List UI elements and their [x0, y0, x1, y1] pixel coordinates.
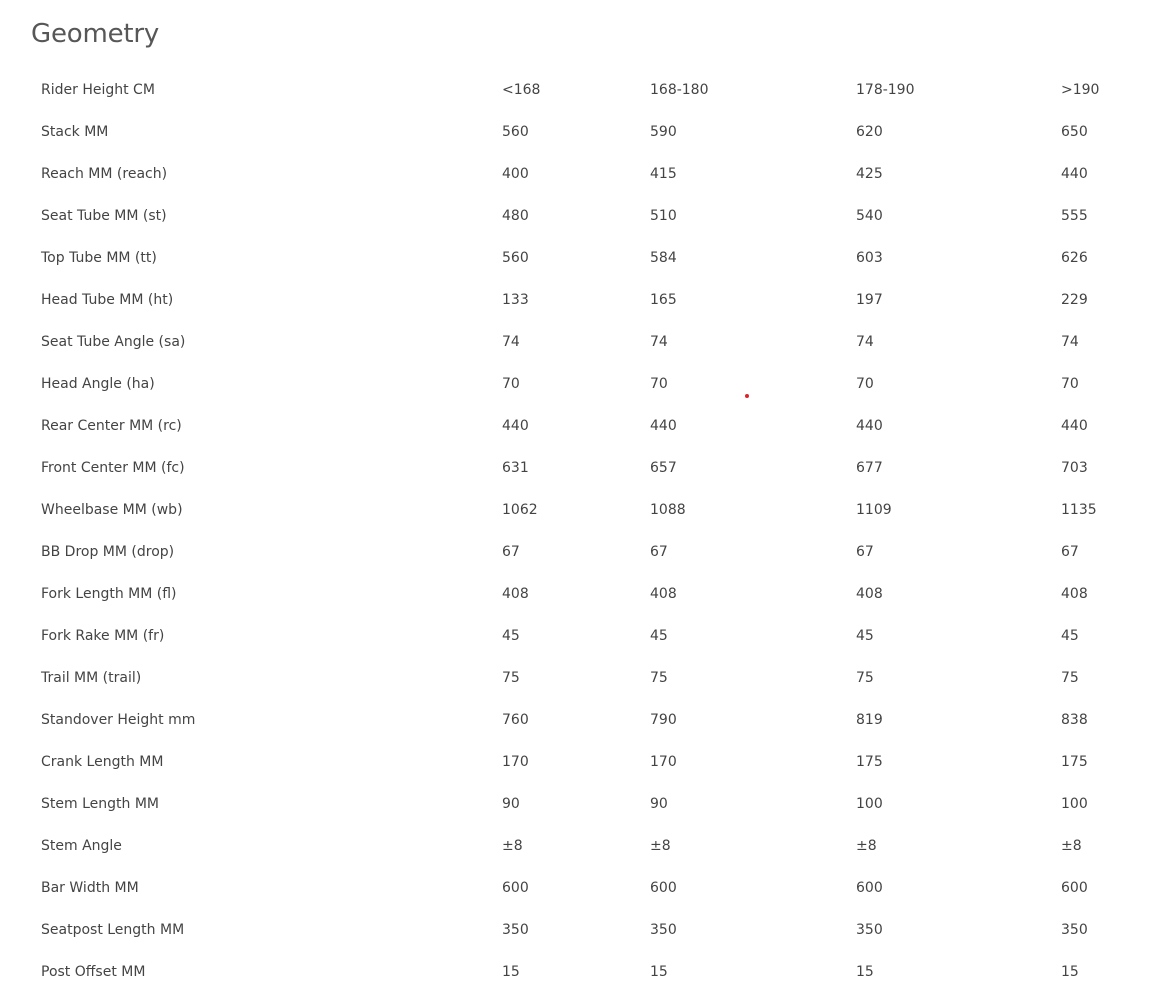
row-label: Reach MM (reach)	[41, 166, 168, 182]
table-cell-size-1: ±8	[502, 838, 523, 854]
marker-dot	[745, 394, 749, 398]
table-cell-size-3: 620	[856, 124, 883, 140]
table-cell-size-1: 90	[502, 796, 520, 812]
table-cell-size-3: 600	[856, 880, 883, 896]
row-label: Head Angle (ha)	[41, 376, 155, 392]
table-cell-size-1: 15	[502, 964, 520, 980]
table-cell-size-4: 1135	[1061, 502, 1097, 518]
table-cell-size-2: 70	[650, 376, 668, 392]
table-cell-size-2: ±8	[650, 838, 671, 854]
table-cell-size-4: 45	[1061, 628, 1079, 644]
table-cell-size-2: 90	[650, 796, 668, 812]
table-row	[0, 321, 1150, 363]
table-row	[0, 69, 1150, 111]
table-cell-size-4: 15	[1061, 964, 1079, 980]
table-cell-size-3: 677	[856, 460, 883, 476]
table-cell-size-3: 425	[856, 166, 883, 182]
table-cell-size-1: 560	[502, 250, 529, 266]
table-row	[0, 909, 1150, 951]
table-cell-size-3: 819	[856, 712, 883, 728]
table-cell-size-2: 75	[650, 670, 668, 686]
row-label: Head Tube MM (ht)	[41, 292, 174, 308]
table-cell-size-1: 170	[502, 754, 529, 770]
row-label: Top Tube MM (tt)	[41, 250, 157, 266]
row-label: Stem Length MM	[41, 796, 159, 812]
table-cell-size-1: 74	[502, 334, 520, 350]
table-cell-size-4: 440	[1061, 166, 1088, 182]
table-cell-size-3: 540	[856, 208, 883, 224]
table-cell-size-2: 168-180	[650, 82, 709, 98]
table-cell-size-1: 560	[502, 124, 529, 140]
row-label: Trail MM (trail)	[41, 670, 142, 686]
table-cell-size-2: 350	[650, 922, 677, 938]
row-label: Post Offset MM	[41, 964, 146, 980]
row-label: Seat Tube MM (st)	[41, 208, 167, 224]
table-cell-size-4: 838	[1061, 712, 1088, 728]
table-cell-size-2: 415	[650, 166, 677, 182]
table-row	[0, 615, 1150, 657]
table-cell-size-1: <168	[502, 82, 541, 98]
table-cell-size-3: 100	[856, 796, 883, 812]
table-cell-size-2: 790	[650, 712, 677, 728]
table-cell-size-2: 440	[650, 418, 677, 434]
row-label: Stack MM	[41, 124, 109, 140]
table-row	[0, 489, 1150, 531]
table-cell-size-2: 45	[650, 628, 668, 644]
table-cell-size-1: 631	[502, 460, 529, 476]
table-cell-size-4: 75	[1061, 670, 1079, 686]
table-cell-size-1: 133	[502, 292, 529, 308]
table-cell-size-4: 600	[1061, 880, 1088, 896]
table-cell-size-1: 480	[502, 208, 529, 224]
table-cell-size-3: 70	[856, 376, 874, 392]
table-cell-size-1: 600	[502, 880, 529, 896]
section-title: Geometry	[31, 19, 160, 49]
table-cell-size-3: 175	[856, 754, 883, 770]
row-label: Rear Center MM (rc)	[41, 418, 182, 434]
table-cell-size-4: >190	[1061, 82, 1100, 98]
table-cell-size-3: 350	[856, 922, 883, 938]
table-cell-size-4: 650	[1061, 124, 1088, 140]
table-cell-size-3: 45	[856, 628, 874, 644]
row-label: Fork Rake MM (fr)	[41, 628, 165, 644]
table-cell-size-3: 178-190	[856, 82, 915, 98]
table-row	[0, 195, 1150, 237]
table-cell-size-4: 626	[1061, 250, 1088, 266]
table-cell-size-3: 408	[856, 586, 883, 602]
table-cell-size-4: 555	[1061, 208, 1088, 224]
table-cell-size-2: 67	[650, 544, 668, 560]
table-cell-size-2: 600	[650, 880, 677, 896]
table-cell-size-3: 197	[856, 292, 883, 308]
table-cell-size-1: 70	[502, 376, 520, 392]
table-cell-size-4: 67	[1061, 544, 1079, 560]
table-cell-size-3: 67	[856, 544, 874, 560]
table-row	[0, 951, 1150, 993]
table-cell-size-1: 75	[502, 670, 520, 686]
table-cell-size-1: 400	[502, 166, 529, 182]
table-cell-size-2: 165	[650, 292, 677, 308]
table-cell-size-3: 15	[856, 964, 874, 980]
table-cell-size-2: 510	[650, 208, 677, 224]
table-cell-size-4: 229	[1061, 292, 1088, 308]
table-cell-size-2: 584	[650, 250, 677, 266]
table-row	[0, 531, 1150, 573]
table-cell-size-1: 67	[502, 544, 520, 560]
table-cell-size-4: ±8	[1061, 838, 1082, 854]
table-cell-size-4: 74	[1061, 334, 1079, 350]
table-cell-size-4: 440	[1061, 418, 1088, 434]
table-row	[0, 867, 1150, 909]
table-row	[0, 111, 1150, 153]
table-row	[0, 363, 1150, 405]
table-cell-size-2: 170	[650, 754, 677, 770]
table-row	[0, 279, 1150, 321]
row-label: BB Drop MM (drop)	[41, 544, 175, 560]
table-cell-size-4: 70	[1061, 376, 1079, 392]
row-label: Standover Height mm	[41, 712, 196, 728]
table-cell-size-3: 74	[856, 334, 874, 350]
row-label: Wheelbase MM (wb)	[41, 502, 183, 518]
table-cell-size-4: 175	[1061, 754, 1088, 770]
row-label: Seat Tube Angle (sa)	[41, 334, 186, 350]
table-cell-size-2: 74	[650, 334, 668, 350]
table-row	[0, 237, 1150, 279]
table-cell-size-3: 1109	[856, 502, 892, 518]
table-row	[0, 405, 1150, 447]
table-cell-size-1: 408	[502, 586, 529, 602]
row-label: Front Center MM (fc)	[41, 460, 185, 476]
table-row	[0, 741, 1150, 783]
row-label: Rider Height CM	[41, 82, 155, 98]
row-label: Crank Length MM	[41, 754, 164, 770]
table-cell-size-1: 350	[502, 922, 529, 938]
table-cell-size-4: 350	[1061, 922, 1088, 938]
row-label: Stem Angle	[41, 838, 122, 854]
table-cell-size-1: 440	[502, 418, 529, 434]
geometry-table-body	[0, 69, 1150, 993]
table-cell-size-2: 15	[650, 964, 668, 980]
table-cell-size-2: 590	[650, 124, 677, 140]
row-label: Bar Width MM	[41, 880, 139, 896]
table-cell-size-3: ±8	[856, 838, 877, 854]
table-row	[0, 783, 1150, 825]
table-cell-size-4: 408	[1061, 586, 1088, 602]
table-row	[0, 699, 1150, 741]
table-cell-size-3: 603	[856, 250, 883, 266]
row-label: Seatpost Length MM	[41, 922, 185, 938]
row-label: Fork Length MM (fl)	[41, 586, 177, 602]
table-row	[0, 447, 1150, 489]
table-row	[0, 657, 1150, 699]
table-cell-size-4: 100	[1061, 796, 1088, 812]
table-cell-size-2: 1088	[650, 502, 686, 518]
table-row	[0, 573, 1150, 615]
table-cell-size-3: 440	[856, 418, 883, 434]
table-row	[0, 153, 1150, 195]
table-cell-size-1: 760	[502, 712, 529, 728]
geometry-table	[0, 69, 1150, 993]
table-cell-size-4: 703	[1061, 460, 1088, 476]
table-cell-size-1: 1062	[502, 502, 538, 518]
table-cell-size-2: 408	[650, 586, 677, 602]
table-cell-size-3: 75	[856, 670, 874, 686]
table-cell-size-1: 45	[502, 628, 520, 644]
table-row	[0, 825, 1150, 867]
table-cell-size-2: 657	[650, 460, 677, 476]
